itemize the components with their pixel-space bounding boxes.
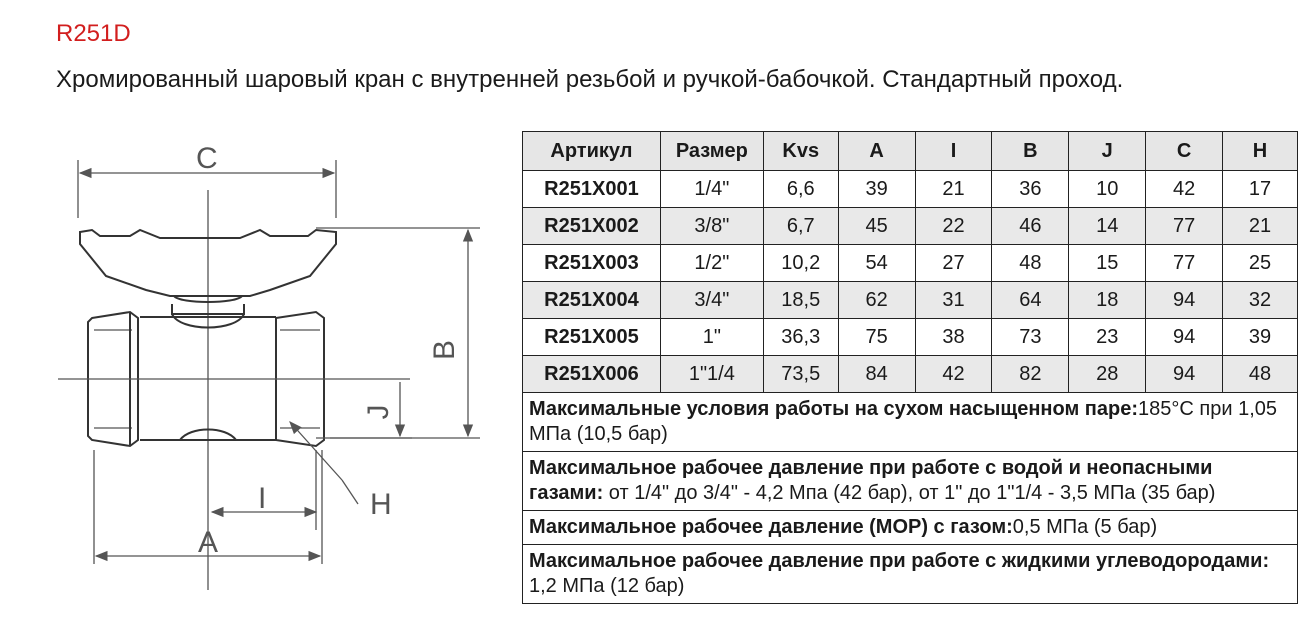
cell: 39	[838, 171, 915, 208]
cell-article: R251X006	[523, 356, 661, 393]
col-header: C	[1146, 132, 1223, 171]
cell: 73,5	[763, 356, 838, 393]
col-header: H	[1223, 132, 1298, 171]
table-row	[523, 208, 1298, 245]
table-row	[523, 282, 1298, 319]
cell: 21	[915, 171, 992, 208]
spec-table	[522, 131, 1298, 604]
cell: 54	[838, 245, 915, 282]
cell: 77	[1146, 245, 1223, 282]
table-row	[523, 171, 1298, 208]
cell: 3/4"	[660, 282, 763, 319]
cell: 31	[915, 282, 992, 319]
cell: 82	[992, 356, 1069, 393]
cell: 75	[838, 319, 915, 356]
cell: 28	[1069, 356, 1146, 393]
table-header-row	[523, 132, 1298, 171]
cell: 10,2	[763, 245, 838, 282]
cell: 1/2"	[660, 245, 763, 282]
cell-article: R251X001	[523, 171, 661, 208]
cell: 62	[838, 282, 915, 319]
cell: 23	[1069, 319, 1146, 356]
cell: 3/8"	[660, 208, 763, 245]
note-water-gas	[523, 452, 1298, 511]
note-label: Максимальное рабочее давление при работе с водой и неопасными газами:	[529, 457, 1213, 504]
note-label: Максимальные условия работы на сухом насыщенном паре:	[529, 398, 1139, 420]
table-row	[523, 356, 1298, 393]
note-label: Максимальное рабочее давление (МОР) с газом:	[529, 516, 1013, 538]
cell: 45	[838, 208, 915, 245]
valve-drawing	[40, 120, 510, 620]
cell: 18	[1069, 282, 1146, 319]
cell: 1/4"	[660, 171, 763, 208]
cell-article: R251X002	[523, 208, 661, 245]
cell: 42	[1146, 171, 1223, 208]
note-label: Максимальное рабочее давление при работе с жидкими углеводородами:	[529, 550, 1270, 572]
cell: 84	[838, 356, 915, 393]
cell: 32	[1223, 282, 1298, 319]
cell: 27	[915, 245, 992, 282]
cell: 17	[1223, 171, 1298, 208]
dim-label-h: H	[370, 488, 392, 521]
cell: 1"1/4	[660, 356, 763, 393]
cell: 73	[992, 319, 1069, 356]
note-value: 185°C при 1,05 МПа (10,5 бар)	[529, 398, 1277, 445]
col-header: Артикул	[523, 132, 661, 171]
cell: 1"	[660, 319, 763, 356]
cell: 38	[915, 319, 992, 356]
note-liquid-hydrocarbons	[523, 545, 1298, 604]
col-header: A	[838, 132, 915, 171]
note-row	[523, 511, 1298, 545]
product-description: Хромированный шаровый кран с внутренней резьбой и ручкой-бабочкой. Стандартный проход.	[56, 66, 1124, 93]
cell: 64	[992, 282, 1069, 319]
note-row	[523, 545, 1298, 604]
dim-label-j: J	[362, 404, 395, 420]
cell-article: R251X004	[523, 282, 661, 319]
col-header: I	[915, 132, 992, 171]
cell-article: R251X005	[523, 319, 661, 356]
cell: 77	[1146, 208, 1223, 245]
cell: 94	[1146, 282, 1223, 319]
cell: 18,5	[763, 282, 838, 319]
cell: 6,7	[763, 208, 838, 245]
dim-label-b: B	[428, 339, 461, 361]
cell: 94	[1146, 319, 1223, 356]
cell: 15	[1069, 245, 1146, 282]
dim-label-i: I	[258, 482, 267, 515]
note-row	[523, 393, 1298, 452]
dim-label-a: A	[198, 526, 219, 559]
note-steam	[523, 393, 1298, 452]
table-row	[523, 319, 1298, 356]
note-value: от 1/4" до 3/4" - 4,2 Мпа (42 бар), от 1" до 1"1/4 - 3,5 МПа (35 бар)	[603, 482, 1216, 504]
col-header: B	[992, 132, 1069, 171]
cell: 39	[1223, 319, 1298, 356]
cell: 25	[1223, 245, 1298, 282]
cell-article: R251X003	[523, 245, 661, 282]
cell: 48	[1223, 356, 1298, 393]
note-value: 1,2 МПа (12 бар)	[529, 575, 685, 597]
table-row	[523, 245, 1298, 282]
col-header: J	[1069, 132, 1146, 171]
product-code: R251D	[56, 20, 131, 47]
cell: 21	[1223, 208, 1298, 245]
note-gas	[523, 511, 1298, 545]
cell: 48	[992, 245, 1069, 282]
note-row	[523, 452, 1298, 511]
col-header: Kvs	[763, 132, 838, 171]
dim-label-c: C	[196, 142, 218, 175]
cell: 36,3	[763, 319, 838, 356]
cell: 6,6	[763, 171, 838, 208]
cell: 42	[915, 356, 992, 393]
cell: 94	[1146, 356, 1223, 393]
cell: 46	[992, 208, 1069, 245]
note-value: 0,5 МПа (5 бар)	[1012, 516, 1158, 538]
cell: 36	[992, 171, 1069, 208]
col-header: Размер	[660, 132, 763, 171]
cell: 10	[1069, 171, 1146, 208]
cell: 22	[915, 208, 992, 245]
cell: 14	[1069, 208, 1146, 245]
